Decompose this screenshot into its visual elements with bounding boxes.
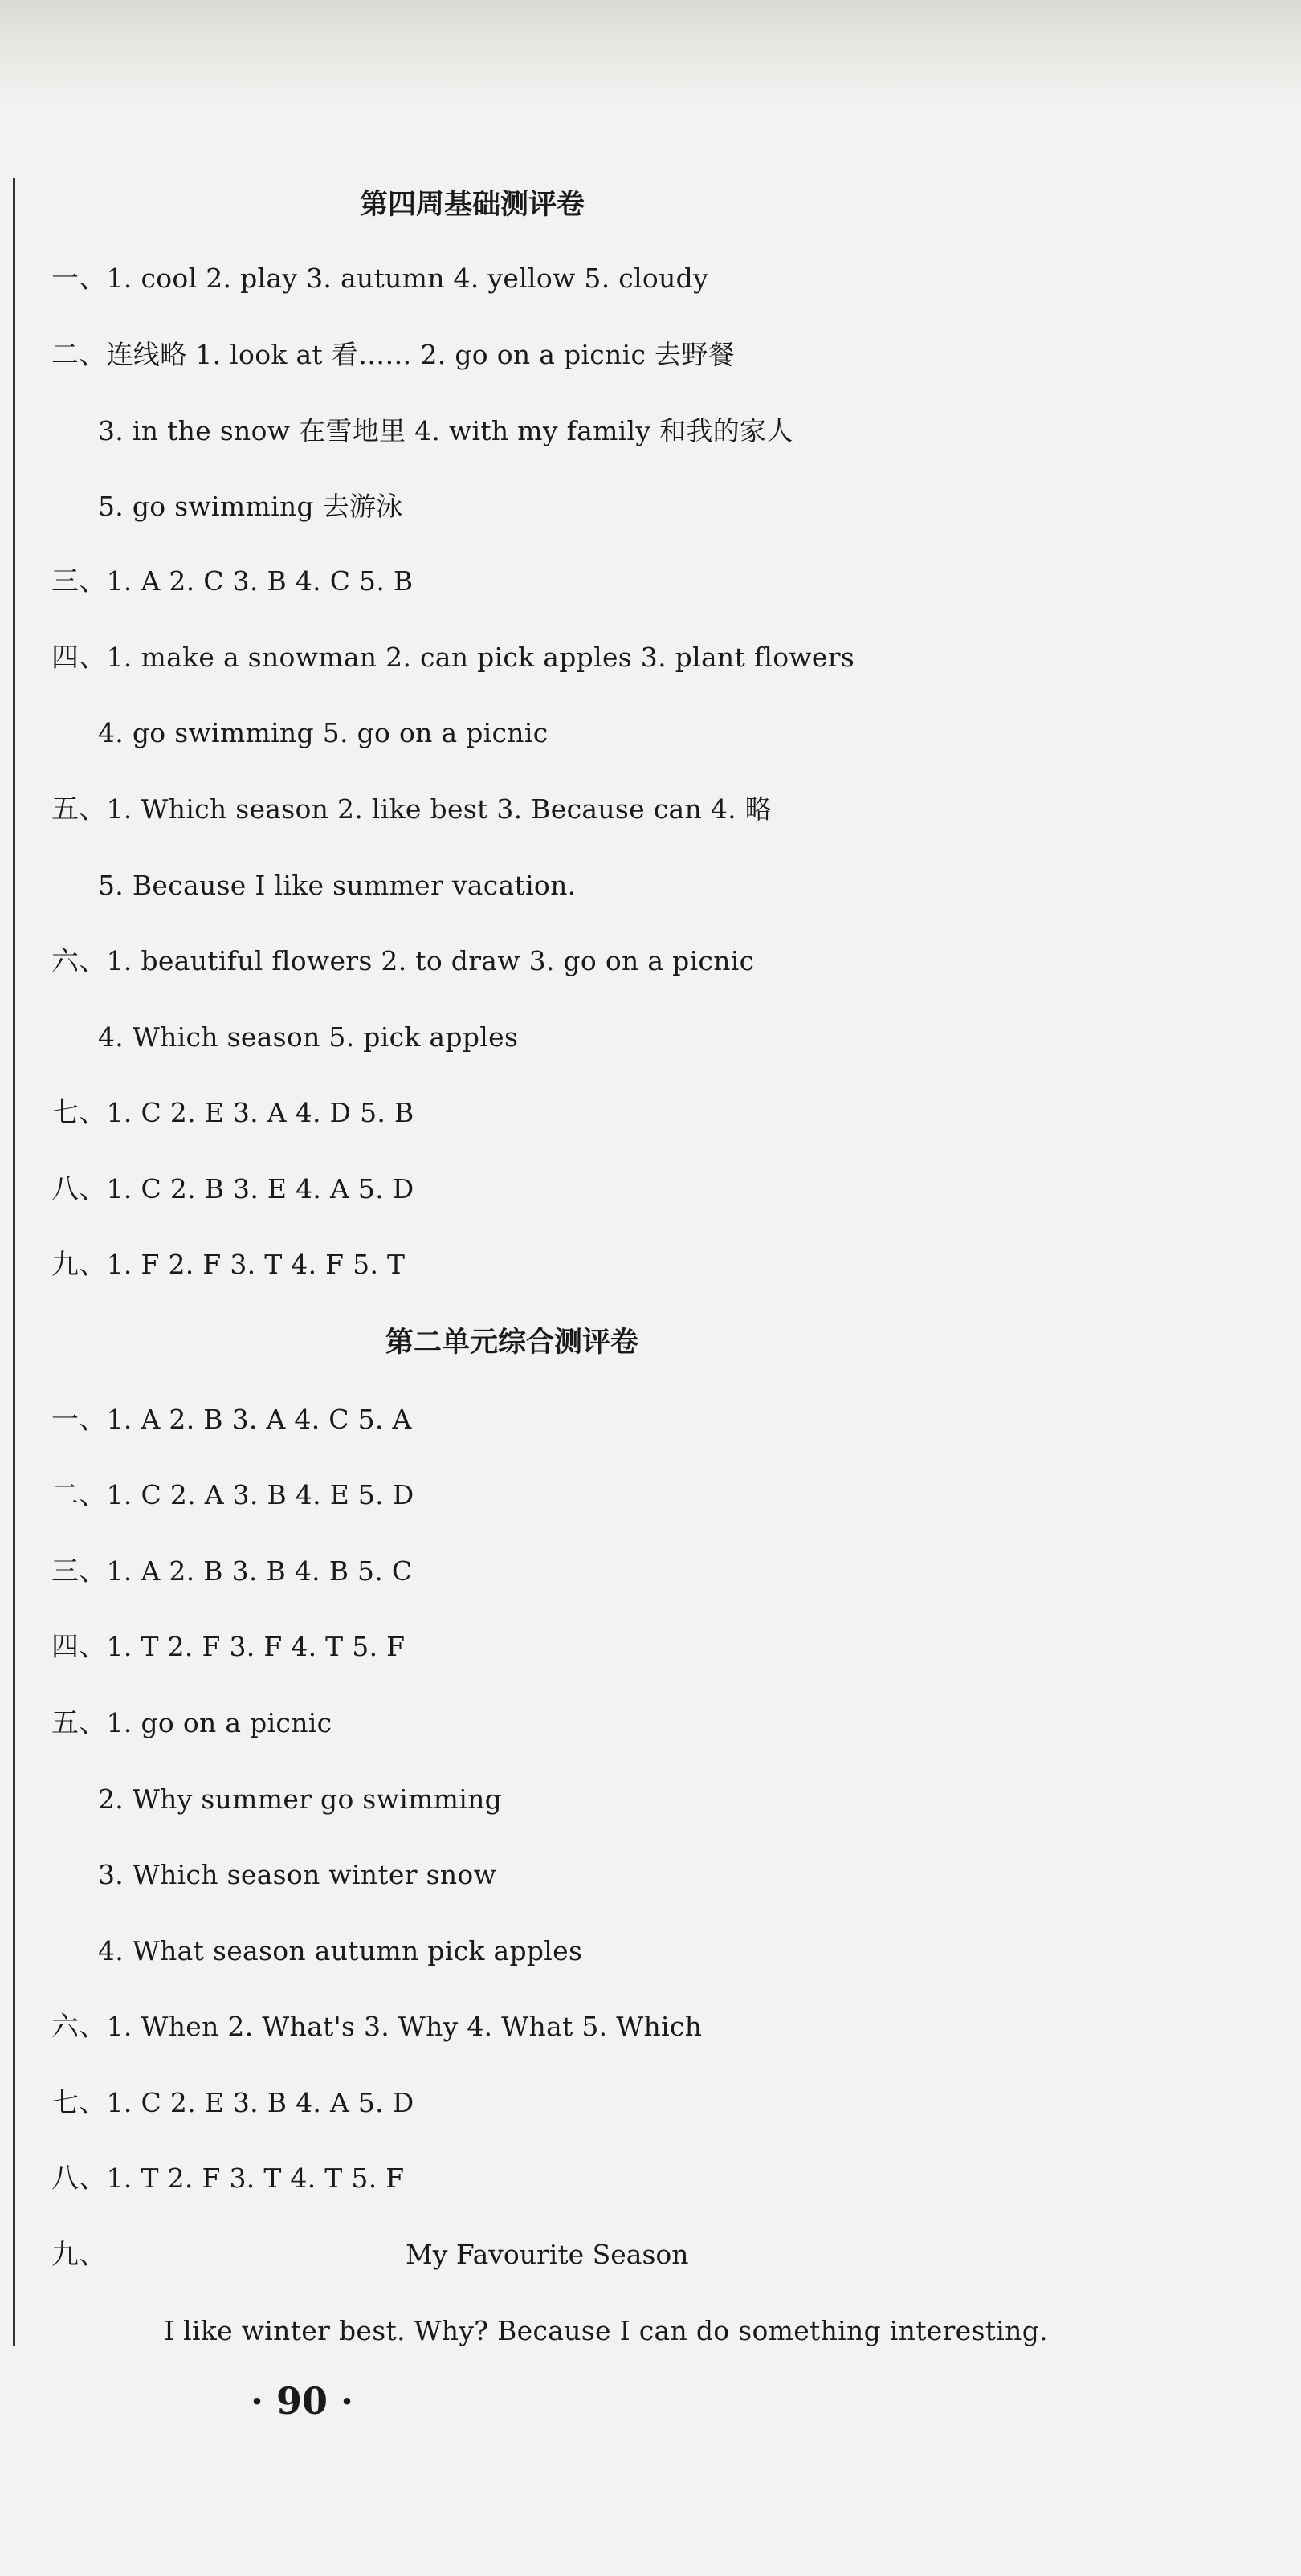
answer-line [98, 1783, 502, 1816]
answer-text: 5. Because I like summer vacation. [98, 870, 577, 901]
question-marker: 一、 [51, 263, 107, 295]
essay-title: My Favourite Season [406, 2239, 689, 2270]
answer-line [51, 263, 708, 295]
answer-line [98, 870, 576, 902]
answer-text: 1. F 2. F 3. T 4. F 5. T [106, 1249, 406, 1280]
answer-text: 1. beautiful flowers 2. to draw 3. go on a picnic [106, 945, 755, 976]
answer-line [98, 1021, 518, 1054]
answer-line [51, 565, 413, 597]
answer-text: 1. C 2. A 3. B 4. E 5. D [106, 1479, 414, 1510]
answer-text: 连线略 1. look at 看…… 2. go on a picnic 去野餐 [106, 339, 735, 370]
answer-line [98, 491, 403, 523]
answer-text: 1. Which season 2. like best 3. Because can 4. 略 [106, 793, 773, 825]
answer-line [51, 1173, 414, 1205]
answer-text: 1. T 2. F 3. T 4. T 5. F [106, 2162, 405, 2194]
question-marker: 四、 [51, 642, 107, 674]
answer-line [51, 339, 735, 371]
question-marker: 二、 [51, 339, 107, 371]
answer-line [51, 1479, 414, 1511]
page-number: · 90 · [251, 2379, 354, 2423]
answer-line [51, 1707, 332, 1739]
answer-line [98, 1859, 496, 1891]
answer-line [51, 2011, 702, 2043]
question-marker: 六、 [51, 945, 107, 977]
answer-text: 1. C 2. B 3. E 4. A 5. D [106, 1173, 414, 1204]
answer-line [51, 1097, 414, 1129]
answer-line [51, 1631, 405, 1663]
question-marker: 五、 [51, 793, 107, 825]
answer-text: 1. A 2. C 3. B 4. C 5. B [106, 565, 414, 597]
question-marker: 七、 [51, 1097, 107, 1129]
answer-line [98, 1935, 582, 1967]
answer-line [51, 1249, 405, 1281]
answer-text: 1. go on a picnic [106, 1707, 332, 1738]
essay-line: I like winter best. Why? Because I can do something interesting. [164, 2315, 1048, 2346]
question-marker: 二、 [51, 1479, 107, 1511]
answer-text: 5. go swimming 去游泳 [98, 491, 403, 522]
answer-line [51, 2162, 404, 2195]
question-marker: 五、 [51, 1707, 107, 1739]
answer-text: 3. in the snow 在雪地里 4. with my family 和我的家人 [98, 415, 793, 446]
answer-text: 4. go swimming 5. go on a picnic [98, 717, 549, 748]
page-top-shade [0, 0, 1301, 104]
answer-line [51, 793, 772, 825]
answer-text: 1. When 2. What's 3. Why 4. What 5. Which [106, 2011, 703, 2042]
answer-line [51, 642, 854, 674]
answer-line [51, 1404, 412, 1436]
answer-line [98, 717, 548, 749]
answer-text: 4. Which season 5. pick apples [98, 1021, 519, 1053]
answer-line [98, 415, 793, 447]
question-marker: 六、 [51, 2011, 107, 2043]
section2-title: 第二单元综合测评卷 [385, 1327, 639, 1359]
margin-rule [13, 178, 15, 2346]
question-marker: 一、 [51, 1404, 107, 1436]
question-marker: 八、 [51, 1173, 107, 1205]
question-marker: 七、 [51, 2087, 107, 2119]
answer-text: 1. A 2. B 3. B 4. B 5. C [106, 1555, 413, 1587]
question-marker: 三、 [51, 565, 107, 597]
question-marker: 九、 [51, 2239, 107, 2271]
answer-line [51, 2087, 414, 2119]
answer-text: 2. Why summer go swimming [98, 1783, 503, 1815]
answer-line [51, 945, 754, 977]
section1-title: 第四周基础测评卷 [360, 189, 585, 221]
question-marker: 四、 [51, 1631, 107, 1663]
answer-text: 1. cool 2. play 3. autumn 4. yellow 5. cloudy [106, 263, 709, 294]
question-marker: 三、 [51, 1555, 107, 1588]
answer-text: 1. C 2. E 3. B 4. A 5. D [106, 2087, 414, 2118]
answer-text: 1. T 2. F 3. F 4. T 5. F [106, 1631, 406, 1662]
answer-text: 4. What season autumn pick apples [98, 1935, 583, 1967]
answer-text: 1. C 2. E 3. A 4. D 5. B [106, 1097, 414, 1128]
answer-text: 1. A 2. B 3. A 4. C 5. A [106, 1404, 412, 1435]
essay-marker-line [51, 2239, 107, 2271]
question-marker: 八、 [51, 2162, 107, 2195]
answer-line [51, 1555, 412, 1588]
answer-text: 3. Which season winter snow [98, 1859, 497, 1890]
question-marker: 九、 [51, 1249, 107, 1281]
answer-text: 1. make a snowman 2. can pick apples 3. plant flowers [106, 642, 855, 673]
